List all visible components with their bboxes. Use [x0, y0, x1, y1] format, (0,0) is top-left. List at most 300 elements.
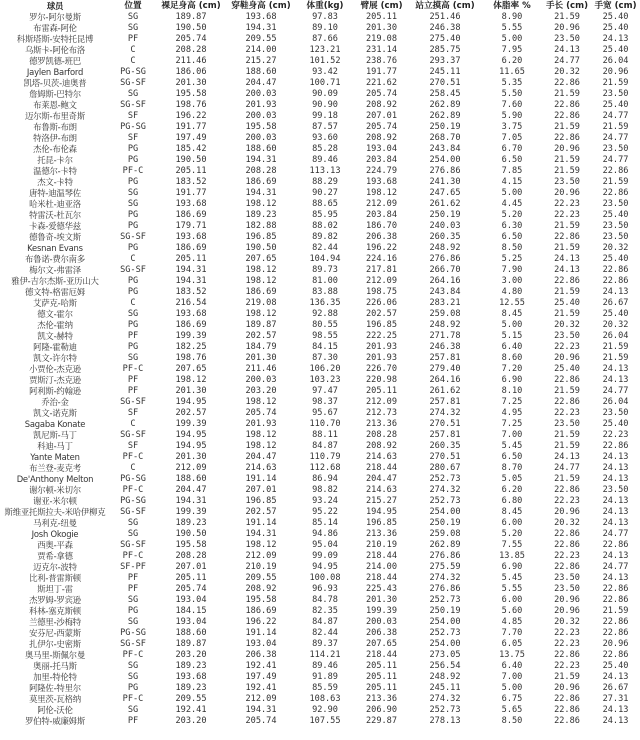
- table-row[interactable]: [0, 661, 640, 672]
- cell-hand-width: 22.86: [602, 617, 629, 627]
- cell-barefoot-height: 193.68: [175, 232, 207, 242]
- cell-weight: 85.95: [312, 210, 338, 220]
- cell-hand-width: 22.86: [602, 166, 629, 176]
- cell-hand-length: 23.50: [554, 573, 580, 583]
- cell-hand-length: 22.86: [554, 650, 580, 660]
- cell-standing-reach: 248.92: [429, 320, 461, 330]
- cell-barefoot-height: 194.95: [175, 397, 207, 407]
- table-row[interactable]: [0, 419, 640, 430]
- table-row[interactable]: [0, 243, 640, 254]
- table-row[interactable]: [0, 353, 640, 364]
- cell-player-name: 德罗凯德-班巴: [29, 56, 81, 66]
- table-row[interactable]: [0, 34, 640, 45]
- table-row[interactable]: [0, 133, 640, 144]
- cell-body-fat: 5.00: [501, 320, 523, 330]
- cell-body-fat: 6.75: [501, 694, 523, 704]
- cell-wingspan: 220.98: [365, 375, 398, 385]
- cell-position: PF-C: [122, 650, 144, 660]
- table-row[interactable]: [0, 485, 640, 496]
- cell-player-name: De'Anthony Melton: [16, 474, 94, 484]
- table-row[interactable]: [0, 639, 640, 650]
- cell-barefoot-height: 209.55: [175, 694, 207, 704]
- cell-player-name: Kesnan Evans: [27, 243, 83, 253]
- cell-shoe-height: 207.65: [245, 254, 277, 264]
- cell-weight: 89.46: [312, 661, 338, 671]
- cell-player-name: 布莱恩-鲍文: [33, 100, 77, 110]
- cell-hand-length: 22.23: [554, 199, 580, 209]
- header-weight[interactable]: 体重(kg): [306, 1, 344, 11]
- cell-barefoot-height: 185.42: [175, 144, 207, 154]
- cell-body-fat: 4.95: [501, 408, 523, 418]
- table-row[interactable]: [0, 496, 640, 507]
- cell-player-name: 比利-普雷斯顿: [29, 573, 81, 583]
- table-row[interactable]: [0, 672, 640, 683]
- cell-shoe-height: 203.20: [245, 386, 277, 396]
- table-row[interactable]: [0, 210, 640, 221]
- header-barefoot-height[interactable]: 裸足身高 (cm): [161, 1, 221, 11]
- cell-hand-width: 22.86: [602, 650, 629, 660]
- cell-hand-width: 24.13: [602, 452, 629, 462]
- cell-shoe-height: 197.49: [245, 672, 277, 682]
- cell-wingspan: 186.70: [365, 221, 398, 231]
- cell-wingspan: 229.87: [365, 716, 398, 726]
- cell-wingspan: 194.95: [365, 507, 398, 517]
- table-row[interactable]: [0, 573, 640, 584]
- table-row[interactable]: [0, 254, 640, 265]
- cell-wingspan: 203.84: [365, 155, 398, 165]
- table-row[interactable]: [0, 441, 640, 452]
- cell-player-name: 托昆-卡尔: [37, 155, 73, 165]
- cell-position: SG: [127, 595, 139, 605]
- table-row[interactable]: [0, 507, 640, 518]
- table-row[interactable]: [0, 474, 640, 485]
- cell-weight: 84.87: [312, 617, 338, 627]
- cell-shoe-height: 212.09: [245, 551, 277, 561]
- cell-position: PF: [127, 34, 139, 44]
- table-row[interactable]: [0, 89, 640, 100]
- cell-wingspan: 201.30: [365, 23, 398, 33]
- cell-standing-reach: 245.11: [429, 67, 461, 77]
- cell-hand-width: 24.77: [602, 529, 629, 539]
- cell-position: SG: [127, 199, 139, 209]
- cell-position: PG: [127, 210, 139, 220]
- cell-body-fat: 3.75: [501, 122, 523, 132]
- cell-hand-width: 24.77: [602, 155, 629, 165]
- cell-player-name: Josh Okogie: [31, 529, 79, 539]
- cell-shoe-height: 214.00: [245, 45, 277, 55]
- table-row[interactable]: [0, 606, 640, 617]
- cell-hand-length: 24.13: [554, 265, 580, 275]
- cell-hand-width: 21.59: [602, 78, 629, 88]
- cell-weight: 98.82: [312, 485, 338, 495]
- table-row[interactable]: [0, 320, 640, 331]
- table-row[interactable]: [0, 584, 640, 595]
- cell-weight: 97.47: [312, 386, 338, 396]
- cell-body-fat: 5.50: [501, 89, 523, 99]
- cell-hand-length: 22.23: [554, 342, 580, 352]
- cell-wingspan: 212.09: [365, 199, 398, 209]
- cell-barefoot-height: 189.23: [175, 518, 207, 528]
- cell-standing-reach: 256.54: [429, 661, 461, 671]
- cell-standing-reach: 248.92: [429, 243, 461, 253]
- cell-player-name: 凯尼斯-马丁: [33, 430, 77, 440]
- cell-standing-reach: 250.19: [429, 606, 461, 616]
- cell-position: SF: [127, 111, 139, 121]
- cell-weight: 93.24: [312, 496, 338, 506]
- cell-hand-length: 22.86: [554, 78, 580, 88]
- cell-hand-width: 25.40: [602, 254, 629, 264]
- cell-body-fat: 7.00: [501, 430, 523, 440]
- cell-wingspan: 201.93: [365, 353, 398, 363]
- cell-standing-reach: 250.19: [429, 518, 461, 528]
- cell-weight: 114.21: [309, 650, 341, 660]
- cell-body-fat: 7.25: [501, 419, 523, 429]
- cell-hand-length: 21.59: [554, 672, 580, 682]
- cell-hand-width: 26.67: [602, 298, 629, 308]
- table-row[interactable]: [0, 155, 640, 166]
- cell-shoe-height: 219.08: [245, 298, 277, 308]
- cell-weight: 98.55: [312, 331, 338, 341]
- table-row[interactable]: [0, 617, 640, 628]
- table-row[interactable]: [0, 364, 640, 375]
- cell-standing-reach: 246.38: [429, 342, 461, 352]
- table-row[interactable]: [0, 188, 640, 199]
- cell-body-fat: 4.15: [501, 177, 523, 187]
- cell-barefoot-height: 194.95: [175, 441, 207, 451]
- cell-player-name: 杰罗姆-罗宾逊: [29, 595, 81, 605]
- cell-standing-reach: 274.32: [429, 408, 461, 418]
- cell-standing-reach: 254.00: [429, 507, 461, 517]
- header-position[interactable]: 位置: [124, 1, 142, 11]
- cell-position: PF-C: [122, 551, 144, 561]
- cell-position: SF: [127, 133, 139, 143]
- cell-hand-length: 22.86: [554, 485, 580, 495]
- cell-barefoot-height: 190.50: [175, 155, 207, 165]
- table-row[interactable]: [0, 122, 640, 133]
- cell-shoe-height: 200.03: [245, 111, 277, 121]
- cell-weight: 136.35: [309, 298, 341, 308]
- cell-weight: 123.21: [309, 45, 341, 55]
- cell-player-name: 唐特-迪温琴佐: [29, 188, 81, 198]
- cell-standing-reach: 260.35: [429, 441, 461, 451]
- cell-wingspan: 202.57: [365, 309, 398, 319]
- cell-hand-width: 20.32: [602, 320, 629, 330]
- cell-hand-width: 23.50: [602, 199, 629, 209]
- cell-wingspan: 206.90: [365, 705, 398, 715]
- cell-position: SF: [127, 441, 139, 451]
- cell-position: PF-C: [122, 485, 144, 495]
- cell-standing-reach: 248.92: [429, 672, 461, 682]
- cell-position: PG-SG: [120, 67, 146, 77]
- table-row[interactable]: [0, 694, 640, 705]
- cell-standing-reach: 257.81: [429, 430, 461, 440]
- cell-hand-width: 21.59: [602, 353, 629, 363]
- table-row[interactable]: [0, 276, 640, 287]
- cell-body-fat: 5.05: [501, 474, 523, 484]
- cell-barefoot-height: 197.49: [175, 133, 207, 143]
- cell-position: SG: [127, 89, 139, 99]
- cell-standing-reach: 252.73: [429, 628, 461, 638]
- table-row[interactable]: [0, 232, 640, 243]
- table-row[interactable]: [0, 45, 640, 56]
- cell-standing-reach: 247.65: [429, 188, 461, 198]
- cell-player-name: 杰文-卡特: [37, 177, 73, 187]
- cell-shoe-height: 196.22: [245, 617, 277, 627]
- cell-barefoot-height: 193.68: [175, 672, 207, 682]
- header-standing-reach[interactable]: 站立摸高 (cm): [415, 1, 475, 11]
- cell-hand-length: 21.59: [554, 221, 580, 231]
- cell-standing-reach: 275.40: [429, 34, 461, 44]
- cell-standing-reach: 276.86: [429, 551, 461, 561]
- cell-weight: 84.87: [312, 441, 338, 451]
- cell-hand-width: 24.13: [602, 518, 629, 528]
- header-hand-length[interactable]: 手长 (cm): [545, 1, 589, 11]
- table-row[interactable]: [0, 650, 640, 661]
- cell-hand-length: 21.59: [554, 89, 580, 99]
- table-row[interactable]: [0, 78, 640, 89]
- cell-player-name: 杰伦-布伦森: [33, 144, 77, 154]
- cell-body-fat: 7.05: [501, 133, 523, 143]
- table-row[interactable]: [0, 529, 640, 540]
- cell-weight: 113.13: [309, 166, 341, 176]
- table-row[interactable]: [0, 265, 640, 276]
- cell-player-name: 罗伯特-威廉姆斯: [24, 716, 86, 726]
- cell-barefoot-height: 198.76: [175, 100, 207, 110]
- cell-position: SG-SF: [120, 100, 146, 110]
- table-row[interactable]: [0, 287, 640, 298]
- table-row[interactable]: [0, 12, 640, 23]
- header-hand-width[interactable]: 手宽 (cm): [594, 1, 637, 11]
- table-row[interactable]: [0, 342, 640, 353]
- table-row[interactable]: [0, 595, 640, 606]
- cell-weight: 90.09: [312, 89, 338, 99]
- table-row[interactable]: [0, 331, 640, 342]
- cell-body-fat: 7.85: [501, 166, 523, 176]
- cell-barefoot-height: 199.39: [175, 331, 207, 341]
- cell-shoe-height: 202.57: [245, 507, 277, 517]
- cell-hand-length: 22.86: [554, 111, 580, 121]
- table-row[interactable]: [0, 309, 640, 320]
- cell-wingspan: 205.11: [365, 12, 398, 22]
- table-row[interactable]: [0, 397, 640, 408]
- cell-hand-length: 21.59: [554, 243, 580, 253]
- table-row[interactable]: [0, 23, 640, 34]
- cell-body-fat: 8.50: [501, 716, 523, 726]
- cell-player-name: 安芬尼-西蒙斯: [29, 628, 81, 638]
- table-row[interactable]: [0, 683, 640, 694]
- cell-wingspan: 238.76: [365, 56, 398, 66]
- header-body-fat[interactable]: 体脂率 %: [493, 1, 531, 11]
- table-row[interactable]: [0, 298, 640, 309]
- cell-weight: 85.59: [312, 683, 338, 693]
- cell-shoe-height: 194.31: [245, 155, 277, 165]
- cell-hand-length: 24.13: [554, 452, 580, 462]
- header-wingspan[interactable]: 臂展 (cm): [360, 1, 403, 11]
- cell-hand-length: 22.86: [554, 529, 580, 539]
- cell-shoe-height: 208.92: [245, 584, 277, 594]
- cell-barefoot-height: 199.39: [175, 419, 207, 429]
- table-row[interactable]: [0, 562, 640, 573]
- cell-hand-width: 22.23: [602, 430, 629, 440]
- cell-standing-reach: 274.32: [429, 573, 461, 583]
- cell-player-name: 凯文-诺克斯: [33, 408, 77, 418]
- cell-hand-length: 20.96: [554, 595, 580, 605]
- cell-barefoot-height: 194.95: [175, 430, 207, 440]
- cell-position: PF: [127, 573, 139, 583]
- header-player[interactable]: 球员: [46, 1, 64, 11]
- cell-player-name: 阿隆佐-特里尔: [29, 683, 81, 693]
- cell-wingspan: 203.84: [365, 210, 398, 220]
- cell-hand-width: 20.32: [602, 243, 629, 253]
- cell-body-fat: 6.00: [501, 595, 523, 605]
- cell-hand-length: 22.86: [554, 232, 580, 242]
- table-row[interactable]: [0, 518, 640, 529]
- cell-player-name: 阿利斯-约翰逊: [29, 386, 81, 396]
- cell-shoe-height: 198.12: [245, 276, 277, 286]
- cell-body-fat: 5.90: [501, 111, 523, 121]
- cell-weight: 107.55: [309, 716, 341, 726]
- table-row[interactable]: [0, 551, 640, 562]
- cell-player-name: 奥马里-斯佩尔曼: [24, 650, 86, 660]
- cell-hand-length: 20.32: [554, 320, 580, 330]
- cell-standing-reach: 273.05: [429, 650, 461, 660]
- cell-wingspan: 193.04: [365, 144, 398, 154]
- cell-position: PG: [127, 287, 139, 297]
- table-row[interactable]: [0, 67, 640, 78]
- cell-player-name: 凯文-赫特: [37, 331, 73, 341]
- cell-hand-length: 20.96: [554, 507, 580, 517]
- cell-barefoot-height: 195.58: [175, 540, 207, 550]
- cell-player-name: 斯维亚托斯拉夫-米哈伊柳克: [4, 507, 106, 517]
- cell-wingspan: 205.11: [365, 683, 398, 693]
- table-row[interactable]: [0, 375, 640, 386]
- table-row[interactable]: [0, 144, 640, 155]
- cell-wingspan: 221.62: [365, 78, 398, 88]
- cell-hand-length: 22.86: [554, 133, 580, 143]
- cell-shoe-height: 201.93: [245, 100, 277, 110]
- cell-player-name: 布鲁斯-布朗: [33, 122, 77, 132]
- cell-barefoot-height: 186.69: [175, 210, 207, 220]
- cell-barefoot-height: 204.47: [175, 485, 207, 495]
- cell-barefoot-height: 195.58: [175, 89, 207, 99]
- table-row[interactable]: [0, 430, 640, 441]
- cell-hand-width: 22.86: [602, 584, 629, 594]
- cell-barefoot-height: 193.04: [175, 595, 207, 605]
- cell-position: PG: [127, 221, 139, 231]
- cell-barefoot-height: 198.12: [175, 375, 207, 385]
- cell-barefoot-height: 198.76: [175, 353, 207, 363]
- cell-body-fat: 8.45: [501, 309, 523, 319]
- table-row[interactable]: [0, 628, 640, 639]
- table-header-row: [0, 0, 640, 12]
- cell-player-name: 兰德里-沙梅特: [29, 617, 81, 627]
- cell-position: SG: [127, 529, 139, 539]
- table-row[interactable]: [0, 177, 640, 188]
- cell-barefoot-height: 194.31: [175, 265, 207, 275]
- cell-position: PF: [127, 716, 139, 726]
- cell-shoe-height: 192.41: [245, 683, 277, 693]
- table-row[interactable]: [0, 100, 640, 111]
- header-shoe-height[interactable]: 穿鞋身高 (cm): [231, 1, 291, 11]
- table-row[interactable]: [0, 199, 640, 210]
- cell-shoe-height: 209.55: [245, 573, 277, 583]
- cell-body-fat: 5.25: [501, 254, 523, 264]
- cell-player-name: 奥丽-托马斯: [33, 661, 77, 671]
- cell-position: PG-SG: [120, 122, 146, 132]
- cell-weight: 110.79: [309, 452, 341, 462]
- cell-standing-reach: 266.70: [429, 265, 461, 275]
- cell-hand-length: 22.86: [554, 694, 580, 704]
- cell-body-fat: 8.50: [501, 243, 523, 253]
- cell-weight: 89.37: [312, 639, 338, 649]
- table-row[interactable]: [0, 221, 640, 232]
- cell-hand-width: 24.13: [602, 287, 629, 297]
- cell-position: C: [130, 298, 136, 308]
- cell-hand-length: 22.86: [554, 276, 580, 286]
- cell-player-name: 小贾伦-杰克逊: [29, 364, 81, 374]
- cell-player-name: 布雷森-阿伦: [33, 23, 77, 33]
- table-row[interactable]: [0, 452, 640, 463]
- cell-hand-length: 22.23: [554, 639, 580, 649]
- table-row[interactable]: [0, 463, 640, 474]
- table-row[interactable]: [0, 166, 640, 177]
- table-row[interactable]: [0, 540, 640, 551]
- cell-hand-width: 23.50: [602, 89, 629, 99]
- cell-wingspan: 213.36: [365, 419, 398, 429]
- cell-hand-width: 20.96: [602, 67, 629, 77]
- cell-barefoot-height: 184.15: [175, 606, 207, 616]
- cell-body-fat: 5.65: [501, 705, 523, 715]
- cell-position: PG: [127, 177, 139, 187]
- cell-player-name: 温德尔-卡特: [33, 166, 77, 176]
- table-row[interactable]: [0, 111, 640, 122]
- cell-hand-width: 26.04: [602, 331, 629, 341]
- cell-wingspan: 212.09: [365, 397, 398, 407]
- cell-weight: 99.18: [312, 111, 338, 121]
- cell-standing-reach: 259.08: [429, 309, 461, 319]
- cell-wingspan: 198.75: [365, 287, 398, 297]
- table-row[interactable]: [0, 386, 640, 397]
- cell-position: PG-SG: [120, 474, 146, 484]
- table-row[interactable]: [0, 408, 640, 419]
- cell-barefoot-height: 190.50: [175, 23, 207, 33]
- cell-hand-width: 25.40: [602, 12, 629, 22]
- cell-wingspan: 201.30: [365, 595, 398, 605]
- cell-player-name: Sagaba Konate: [24, 419, 86, 429]
- cell-weight: 80.55: [312, 320, 338, 330]
- cell-hand-length: 25.40: [554, 298, 580, 308]
- cell-standing-reach: 271.78: [429, 331, 461, 341]
- cell-body-fat: 4.45: [501, 199, 523, 209]
- cell-hand-width: 26.04: [602, 56, 629, 66]
- cell-wingspan: 205.11: [365, 672, 398, 682]
- cell-hand-width: 25.40: [602, 419, 629, 429]
- table-row[interactable]: [0, 56, 640, 67]
- cell-body-fat: 6.50: [501, 452, 523, 462]
- table-row[interactable]: [0, 716, 640, 727]
- cell-standing-reach: 254.00: [429, 617, 461, 627]
- cell-hand-width: 22.86: [602, 540, 629, 550]
- table-row[interactable]: [0, 705, 640, 716]
- cell-weight: 85.28: [312, 144, 338, 154]
- cell-shoe-height: 198.12: [245, 309, 277, 319]
- cell-wingspan: 219.08: [365, 34, 398, 44]
- cell-barefoot-height: 207.65: [175, 364, 207, 374]
- cell-body-fat: 3.00: [501, 276, 523, 286]
- cell-hand-length: 21.59: [554, 12, 580, 22]
- cell-shoe-height: 186.69: [245, 177, 277, 187]
- cell-weight: 89.73: [312, 265, 338, 275]
